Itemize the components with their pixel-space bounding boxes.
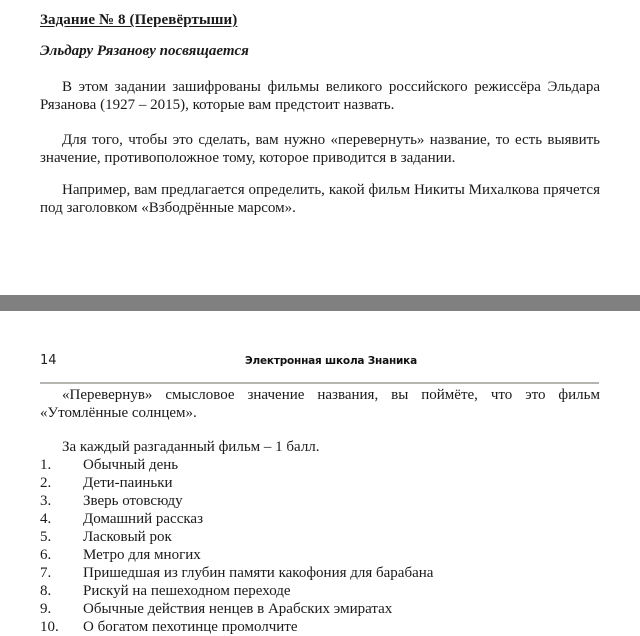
task-subtitle: Эльдару Рязанову посвящается xyxy=(40,43,249,59)
film-title: Ласковый рок xyxy=(83,529,172,545)
list-number: 2. xyxy=(40,475,52,491)
document-page-bottom xyxy=(0,311,640,636)
list-item xyxy=(40,492,600,510)
running-header xyxy=(40,353,600,383)
film-title: Рискуй на пешеходном переходе xyxy=(83,583,291,599)
film-title: Зверь отовсюду xyxy=(83,493,183,509)
instruction-paragraph: Для того, чтобы это сделать, вам нужно «перевернуть» название, то есть выявить значение, противоположное тому, которое приводится в задании. xyxy=(40,132,600,166)
list-number: 4. xyxy=(40,511,52,527)
film-title: Пришедшая из глубин памяти какофония для барабана xyxy=(83,565,434,581)
list-item xyxy=(40,510,600,528)
list-item xyxy=(40,600,600,618)
list-number: 6. xyxy=(40,547,52,563)
film-list xyxy=(40,456,600,636)
intro-paragraph: В этом задании зашифрованы фильмы великого российского режиссёра Эльдара Рязанова (1927 – 2015), которые вам предстоит назвать. xyxy=(40,79,600,113)
list-number: 7. xyxy=(40,565,52,581)
example-paragraph: Например, вам предлагается определить, какой фильм Никиты Михалкова прячется под заголовком «Взбодрённые марсом». xyxy=(40,182,600,216)
list-number: 8. xyxy=(40,583,52,599)
list-item xyxy=(40,564,600,582)
document-page-top xyxy=(0,0,640,295)
list-item xyxy=(40,474,600,492)
list-number: 3. xyxy=(40,493,52,509)
film-title: Метро для многих xyxy=(83,547,201,563)
list-number: 5. xyxy=(40,529,52,545)
list-item xyxy=(40,582,600,600)
header-title: Электронная школа Знаника xyxy=(245,355,417,367)
task-heading: Задание № 8 (Перевёртыши) xyxy=(40,12,238,28)
list-number: 1. xyxy=(40,457,52,473)
list-number: 9. xyxy=(40,601,52,617)
film-title: О богатом пехотинце промолчите xyxy=(83,619,298,635)
example-answer-paragraph: «Перевернув» смысловое значение названия, вы поймёте, что это фильм «Утомлённые солнцем». xyxy=(40,387,600,421)
scoring-paragraph: За каждый разгаданный фильм – 1 балл. xyxy=(62,439,320,455)
film-title: Домашний рассказ xyxy=(83,511,203,527)
page-number: 14 xyxy=(40,353,57,368)
film-title: Обычные действия ненцев в Арабских эмиратах xyxy=(83,601,393,617)
header-divider xyxy=(40,382,599,384)
film-title: Обычный день xyxy=(83,457,179,473)
list-number: 10. xyxy=(40,619,59,635)
page-separator xyxy=(0,295,640,311)
list-item xyxy=(40,546,600,564)
film-title: Дети-паиньки xyxy=(83,475,173,491)
list-item xyxy=(40,618,600,636)
list-item xyxy=(40,456,600,474)
list-item xyxy=(40,528,600,546)
